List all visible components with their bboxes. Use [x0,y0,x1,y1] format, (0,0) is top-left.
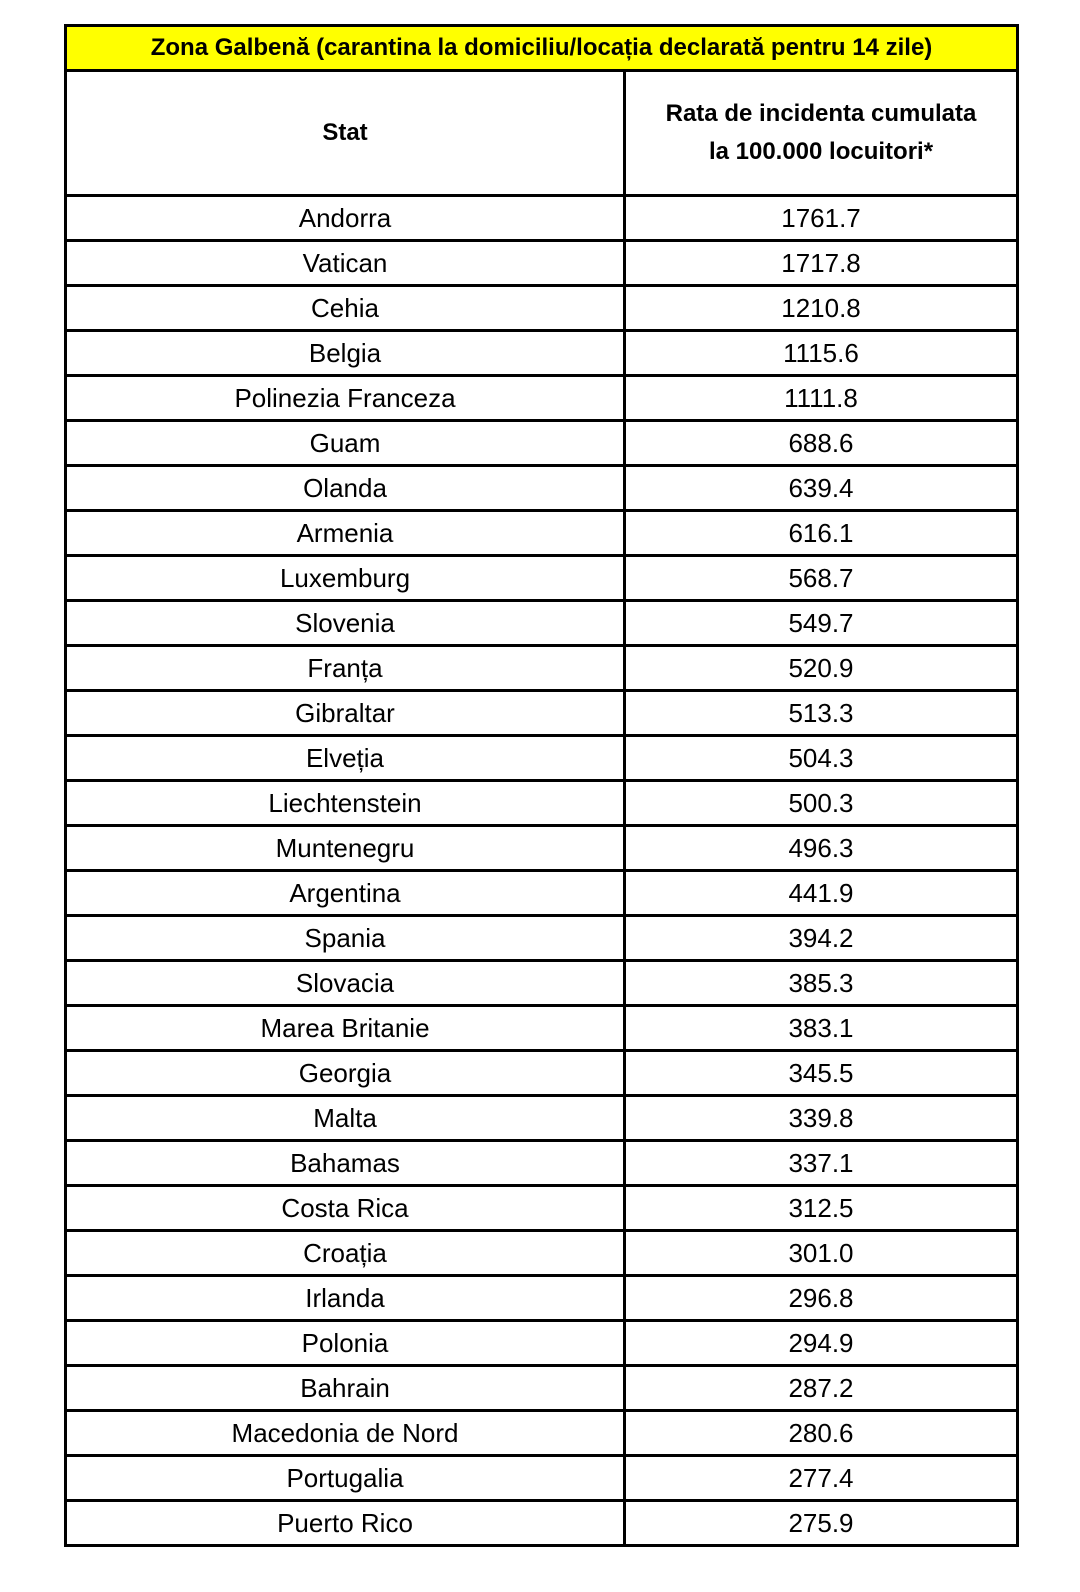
rate-cell: 520.9 [625,646,1018,691]
table-row [66,646,1018,691]
rate-cell: 345.5 [625,1051,1018,1096]
table-row [66,871,1018,916]
country-header-label: Stat [322,119,368,146]
rate-cell: 500.3 [625,781,1018,826]
country-cell: Slovenia [66,601,625,646]
country-cell: Elveția [66,736,625,781]
country-cell: Portugalia [66,1456,625,1501]
table-row [66,421,1018,466]
table-row [66,1141,1018,1186]
country-cell: Croația [66,1231,625,1276]
table-row [66,1411,1018,1456]
country-cell: Andorra [66,196,625,241]
country-column-header [66,71,625,196]
rate-cell: 688.6 [625,421,1018,466]
table-row [66,466,1018,511]
rate-header-line-1: Rata de incidenta cumulata [665,100,977,127]
table-row [66,331,1018,376]
table-row [66,1501,1018,1546]
banner-row [66,26,1018,71]
zone-banner: Zona Galbenă (carantina la domiciliu/locația declarată pentru 14 zile) [66,26,1018,71]
table-row [66,736,1018,781]
rate-cell: 301.0 [625,1231,1018,1276]
country-cell: Olanda [66,466,625,511]
country-cell: Bahrain [66,1366,625,1411]
country-cell: Argentina [66,871,625,916]
rate-cell: 394.2 [625,916,1018,961]
country-cell: Luxemburg [66,556,625,601]
rate-cell: 383.1 [625,1006,1018,1051]
rate-cell: 1761.7 [625,196,1018,241]
country-cell: Macedonia de Nord [66,1411,625,1456]
table-row [66,376,1018,421]
country-cell: Polonia [66,1321,625,1366]
rate-cell: 496.3 [625,826,1018,871]
table-row [66,196,1018,241]
rate-cell: 294.9 [625,1321,1018,1366]
rate-cell: 275.9 [625,1501,1018,1546]
country-cell: Puerto Rico [66,1501,625,1546]
rate-cell: 339.8 [625,1096,1018,1141]
rate-cell: 337.1 [625,1141,1018,1186]
country-cell: Malta [66,1096,625,1141]
country-cell: Gibraltar [66,691,625,736]
table-row [66,916,1018,961]
rate-cell: 1115.6 [625,331,1018,376]
table-row [66,511,1018,556]
country-cell: Costa Rica [66,1186,625,1231]
rate-cell: 1717.8 [625,241,1018,286]
country-cell: Liechtenstein [66,781,625,826]
rate-cell: 296.8 [625,1276,1018,1321]
table-row [66,1276,1018,1321]
table-row [66,826,1018,871]
table-row [66,1096,1018,1141]
table-row [66,1186,1018,1231]
country-cell: Vatican [66,241,625,286]
country-cell: Armenia [66,511,625,556]
country-cell: Spania [66,916,625,961]
table-row [66,556,1018,601]
country-cell: Slovacia [66,961,625,1006]
rate-cell: 441.9 [625,871,1018,916]
country-cell: Muntenegru [66,826,625,871]
rate-cell: 277.4 [625,1456,1018,1501]
rate-cell: 639.4 [625,466,1018,511]
country-cell: Franța [66,646,625,691]
table-row [66,601,1018,646]
rate-cell: 504.3 [625,736,1018,781]
rate-cell: 280.6 [625,1411,1018,1456]
rate-cell: 616.1 [625,511,1018,556]
rate-column-header [625,71,1018,196]
table-row [66,1366,1018,1411]
table-row [66,961,1018,1006]
rate-cell: 568.7 [625,556,1018,601]
country-cell: Belgia [66,331,625,376]
country-cell: Irlanda [66,1276,625,1321]
rate-cell: 1111.8 [625,376,1018,421]
table-row [66,286,1018,331]
country-cell: Polinezia Franceza [66,376,625,421]
table-row [66,1006,1018,1051]
rate-cell: 513.3 [625,691,1018,736]
rate-cell: 549.7 [625,601,1018,646]
header-row [66,71,1018,196]
country-cell: Cehia [66,286,625,331]
rate-cell: 312.5 [625,1186,1018,1231]
table-row [66,1321,1018,1366]
table-row [66,1051,1018,1096]
country-cell: Georgia [66,1051,625,1096]
country-cell: Guam [66,421,625,466]
table-row [66,781,1018,826]
document-sheet [64,24,1016,1547]
incidence-table [64,24,1019,1547]
table-row [66,1456,1018,1501]
rate-cell: 287.2 [625,1366,1018,1411]
rate-header-line-2: la 100.000 locuitori* [708,138,934,165]
country-cell: Bahamas [66,1141,625,1186]
table-row [66,241,1018,286]
table-body [66,196,1018,1546]
table-row [66,1231,1018,1276]
country-cell: Marea Britanie [66,1006,625,1051]
rate-cell: 1210.8 [625,286,1018,331]
rate-cell: 385.3 [625,961,1018,1006]
table-row [66,691,1018,736]
